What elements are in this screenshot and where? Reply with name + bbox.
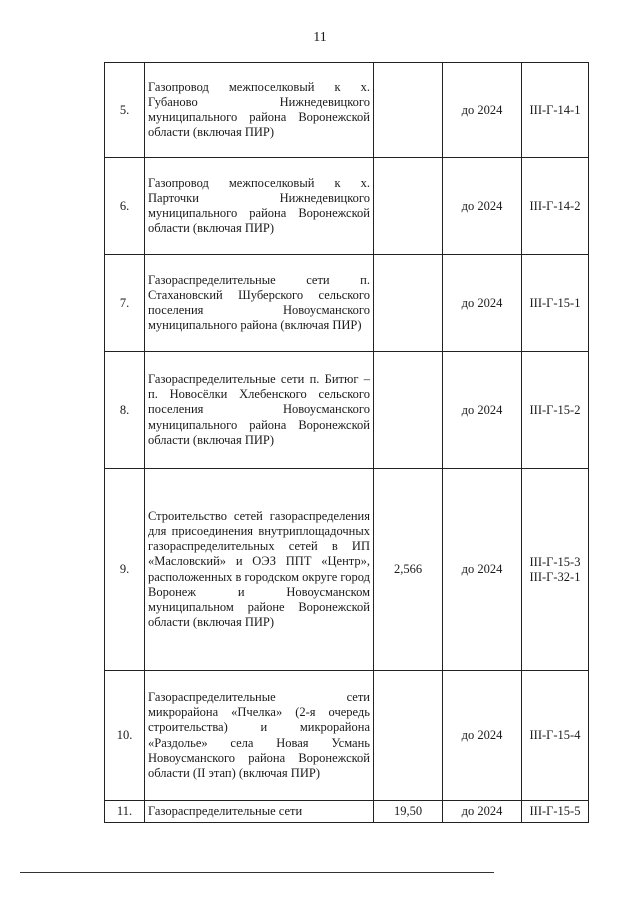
code-line: III-Г-15-3 <box>529 554 581 569</box>
project-value: 2,566 <box>374 469 443 671</box>
code-line: III-Г-15-2 <box>529 402 581 417</box>
footnote-divider <box>20 872 494 873</box>
code-line: III-Г-14-1 <box>529 102 581 117</box>
project-value: 19,50 <box>374 801 443 823</box>
project-value <box>374 255 443 352</box>
project-value <box>374 352 443 469</box>
row-number: 7. <box>105 255 145 352</box>
project-name: Газораспределительные сети п. Битюг – п. Новосёлки Хлебенского сельского поселения Новоусманского муниципального района Воронежской области (включая ПИР) <box>145 352 374 469</box>
project-name: Газораспределительные сети п. Стахановский Шуберского сельского поселения Новоусманского муниципального района (включая ПИР) <box>145 255 374 352</box>
row-number: 8. <box>105 352 145 469</box>
row-number: 5. <box>105 63 145 158</box>
project-value <box>374 63 443 158</box>
project-code <box>522 63 589 158</box>
code-line: III-Г-15-5 <box>529 804 581 818</box>
project-term: до 2024 <box>443 158 522 255</box>
row-number: 9. <box>105 469 145 671</box>
project-name: Строительство сетей газораспределения для присоединения внутриплощадочных газораспределительных сетей в ИП «Масловский» и ОЭЗ ППТ «Центр», расположенных в городском округе город Воронеж и Новоусманском муниципальном районе Воронежской области (включая ПИР) <box>145 469 374 671</box>
project-code <box>522 158 589 255</box>
project-term: до 2024 <box>443 469 522 671</box>
project-code <box>522 255 589 352</box>
project-term: до 2024 <box>443 255 522 352</box>
code-line: III-Г-15-4 <box>529 728 581 742</box>
project-value <box>374 158 443 255</box>
project-term: до 2024 <box>443 801 522 823</box>
project-code <box>522 671 589 801</box>
code-line: III-Г-15-1 <box>529 295 581 310</box>
table-row <box>105 63 589 158</box>
table-row <box>105 158 589 255</box>
project-code <box>522 469 589 671</box>
project-term: до 2024 <box>443 63 522 158</box>
projects-table <box>104 62 589 823</box>
row-number: 10. <box>105 671 145 801</box>
project-name: Газопровод межпоселковый к х. Губаново Нижнедевицкого муниципального района Воронежской области (включая ПИР) <box>145 63 374 158</box>
project-term: до 2024 <box>443 671 522 801</box>
row-number: 6. <box>105 158 145 255</box>
table-row <box>105 352 589 469</box>
code-line: III-Г-14-2 <box>529 198 581 213</box>
project-name: Газораспределительные сети <box>145 801 374 823</box>
table-row <box>105 255 589 352</box>
project-term: до 2024 <box>443 352 522 469</box>
project-code <box>522 352 589 469</box>
code-line: III-Г-32-1 <box>529 569 581 584</box>
table-row <box>105 801 589 823</box>
row-number: 11. <box>105 801 145 823</box>
table-row <box>105 671 589 801</box>
project-name: Газораспределительные сети микрорайона «Пчелка» (2-я очередь строительства) и микрорайона «Раздолье» села Новая Усмань Новоусманского района Воронежской области (II этап) (включая ПИР) <box>145 671 374 801</box>
page-number: 11 <box>313 30 327 45</box>
table-row <box>105 469 589 671</box>
project-value <box>374 671 443 801</box>
project-name: Газопровод межпоселковый к х. Парточки Нижнедевицкого муниципального района Воронежской области (включая ПИР) <box>145 158 374 255</box>
project-code <box>522 801 589 823</box>
